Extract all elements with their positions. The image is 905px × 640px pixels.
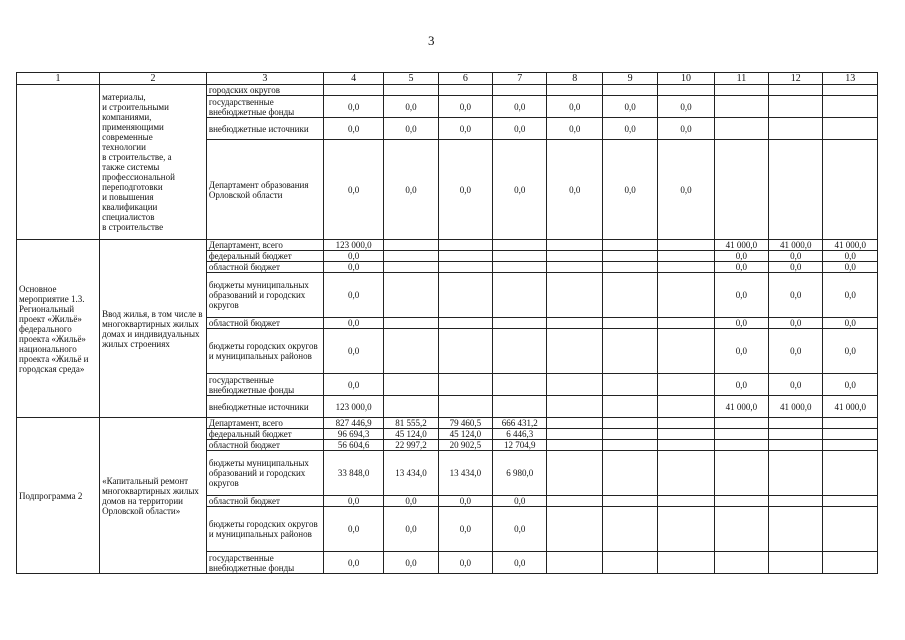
column-header: 10 [658,73,714,85]
value-cell: 0,0 [493,507,547,552]
value-cell: 0,0 [323,251,384,262]
funding-source-label: внебюджетные источники [206,118,323,140]
value-cell [384,374,438,396]
value-cell [547,451,602,496]
value-cell: 0,0 [714,329,768,374]
value-cell [769,552,823,574]
value-cell [384,396,438,418]
value-cell [547,85,602,96]
column-header: 12 [769,73,823,85]
value-cell: 0,0 [769,318,823,329]
value-cell: 0,0 [602,96,657,118]
value-cell: 0,0 [658,118,714,140]
value-cell: 0,0 [493,140,547,240]
value-cell: 0,0 [714,374,768,396]
value-cell [823,140,878,240]
budget-table [16,72,878,574]
value-cell: 81 555,2 [384,418,438,429]
funding-source-label: областной бюджет [206,318,323,329]
value-cell [384,329,438,374]
column-header: 2 [100,73,207,85]
value-cell: 0,0 [769,374,823,396]
value-cell [769,451,823,496]
value-cell: 45 124,0 [384,429,438,440]
value-cell: 45 124,0 [438,429,492,440]
value-cell [714,552,768,574]
value-cell [384,251,438,262]
column-header: 4 [323,73,384,85]
value-cell [769,496,823,507]
value-cell [547,318,602,329]
value-cell: 0,0 [769,262,823,273]
value-cell [714,507,768,552]
value-cell: 666 431,2 [493,418,547,429]
value-cell [547,552,602,574]
value-cell: 0,0 [438,507,492,552]
value-cell: 0,0 [323,552,384,574]
value-cell: 0,0 [323,140,384,240]
funding-source-label: бюджеты муниципальных образований и городских округов [206,273,323,318]
value-cell [769,440,823,451]
value-cell: 0,0 [384,96,438,118]
value-cell [438,273,492,318]
value-cell [438,85,492,96]
value-cell [714,85,768,96]
value-cell [493,374,547,396]
value-cell: 13 434,0 [384,451,438,496]
value-cell: 0,0 [323,96,384,118]
value-cell: 0,0 [438,552,492,574]
funding-source-label: областной бюджет [206,262,323,273]
funding-source-label: бюджеты городских округов и муниципальных районов [206,329,323,374]
value-cell [823,429,878,440]
value-cell [602,496,657,507]
value-cell: 0,0 [823,329,878,374]
measure-description-cell: «Капитальный ремонт многоквартирных жилых домов на территории Орловской области» [100,418,207,574]
value-cell: 0,0 [493,552,547,574]
value-cell [602,507,657,552]
activity-name-cell [17,85,100,240]
value-cell [658,262,714,273]
value-cell [384,318,438,329]
value-cell [658,440,714,451]
value-cell [769,96,823,118]
value-cell [384,240,438,251]
value-cell [602,85,657,96]
value-cell [769,429,823,440]
value-cell: 123 000,0 [323,396,384,418]
value-cell [658,240,714,251]
value-cell [658,496,714,507]
value-cell [769,507,823,552]
value-cell: 41 000,0 [769,240,823,251]
value-cell [547,273,602,318]
funding-source-label: бюджеты городских округов и муниципальных районов [206,507,323,552]
value-cell [823,418,878,429]
value-cell [547,240,602,251]
funding-source-label: бюджеты муниципальных образований и городских округов [206,451,323,496]
value-cell: 41 000,0 [823,396,878,418]
value-cell [823,96,878,118]
value-cell: 0,0 [493,496,547,507]
value-cell [714,118,768,140]
table-row [17,85,878,96]
value-cell: 0,0 [658,140,714,240]
value-cell: 20 902,5 [438,440,492,451]
value-cell: 0,0 [438,496,492,507]
value-cell [714,429,768,440]
value-cell: 0,0 [493,96,547,118]
value-cell [602,418,657,429]
value-cell [602,251,657,262]
value-cell [547,329,602,374]
value-cell: 0,0 [823,374,878,396]
value-cell: 0,0 [714,318,768,329]
activity-name-cell: Основное мероприятие 1.3. Региональный проект «Жильё» федерального проекта «Жильё» национального проекта «Жильё и городская среда» [17,240,100,418]
value-cell: 41 000,0 [823,240,878,251]
value-cell [323,85,384,96]
value-cell: 0,0 [547,140,602,240]
funding-source-label: внебюджетные источники [206,396,323,418]
value-cell [823,496,878,507]
value-cell [547,440,602,451]
value-cell [602,440,657,451]
column-header: 5 [384,73,438,85]
page-number: 3 [428,33,435,48]
value-cell: 0,0 [602,118,657,140]
value-cell [547,374,602,396]
value-cell: 0,0 [547,96,602,118]
value-cell: 0,0 [823,251,878,262]
value-cell [658,552,714,574]
value-cell: 827 446,9 [323,418,384,429]
value-cell [714,440,768,451]
value-cell: 96 694,3 [323,429,384,440]
value-cell: 0,0 [769,273,823,318]
value-cell: 0,0 [384,552,438,574]
value-cell: 0,0 [323,273,384,318]
header-row [17,73,878,85]
value-cell [658,451,714,496]
value-cell [602,318,657,329]
column-header: 6 [438,73,492,85]
value-cell: 6 980,0 [493,451,547,496]
value-cell: 0,0 [323,329,384,374]
value-cell [658,318,714,329]
value-cell [658,396,714,418]
value-cell [658,507,714,552]
value-cell [602,329,657,374]
funding-source-label: федеральный бюджет [206,251,323,262]
table-row [17,240,878,251]
table-row [17,418,878,429]
value-cell: 0,0 [323,507,384,552]
value-cell [823,507,878,552]
value-cell [714,96,768,118]
funding-source-label: Департамент, всего [206,418,323,429]
value-cell [714,496,768,507]
value-cell: 0,0 [769,329,823,374]
value-cell [547,418,602,429]
value-cell [438,251,492,262]
column-header: 11 [714,73,768,85]
value-cell [714,451,768,496]
activity-name-cell: Подпрограмма 2 [17,418,100,574]
value-cell [658,85,714,96]
value-cell [769,140,823,240]
value-cell [493,251,547,262]
value-cell [658,329,714,374]
value-cell [438,318,492,329]
value-cell [547,496,602,507]
value-cell: 0,0 [714,251,768,262]
value-cell [547,251,602,262]
value-cell: 0,0 [658,96,714,118]
column-header: 9 [602,73,657,85]
value-cell [769,85,823,96]
value-cell [658,251,714,262]
value-cell: 0,0 [438,140,492,240]
value-cell [602,396,657,418]
value-cell [823,440,878,451]
value-cell: 12 704,9 [493,440,547,451]
measure-description-cell: Ввод жилья, в том числе в многоквартирных жилых домах и индивидуальных жилых строениях [100,240,207,418]
value-cell: 6 446,3 [493,429,547,440]
value-cell: 0,0 [714,273,768,318]
value-cell: 0,0 [823,273,878,318]
value-cell [438,374,492,396]
value-cell [438,262,492,273]
value-cell [493,262,547,273]
value-cell [602,552,657,574]
value-cell [658,273,714,318]
value-cell [769,418,823,429]
value-cell: 0,0 [438,118,492,140]
value-cell: 0,0 [384,507,438,552]
value-cell [493,85,547,96]
value-cell: 0,0 [323,496,384,507]
value-cell: 0,0 [769,251,823,262]
funding-source-label: областной бюджет [206,440,323,451]
value-cell: 41 000,0 [769,396,823,418]
value-cell [493,396,547,418]
value-cell [438,240,492,251]
funding-source-label: городских округов [206,85,323,96]
value-cell [769,118,823,140]
value-cell [547,396,602,418]
funding-source-label: Департамент образования Орловской области [206,140,323,240]
value-cell: 0,0 [493,118,547,140]
funding-source-label: Департамент, всего [206,240,323,251]
value-cell: 56 604,6 [323,440,384,451]
value-cell [602,429,657,440]
column-header: 8 [547,73,602,85]
value-cell [823,85,878,96]
value-cell [384,85,438,96]
funding-source-label: областной бюджет [206,496,323,507]
value-cell: 0,0 [384,140,438,240]
value-cell [823,451,878,496]
value-cell [493,273,547,318]
value-cell: 0,0 [438,96,492,118]
value-cell [714,418,768,429]
value-cell [384,273,438,318]
value-cell: 123 000,0 [323,240,384,251]
value-cell: 0,0 [384,496,438,507]
funding-source-label: государственные внебюджетные фонды [206,374,323,396]
value-cell [823,118,878,140]
measure-description-cell: материалы, и строительными компаниями, применяющими современные технологии в строительстве, а также системы профессиональной переподготовки и повышения квалификации специалистов в строительстве [100,85,207,240]
value-cell [438,329,492,374]
value-cell [493,318,547,329]
value-cell [547,262,602,273]
value-cell [602,262,657,273]
value-cell [493,329,547,374]
value-cell [602,240,657,251]
funding-source-label: государственные внебюджетные фонды [206,552,323,574]
value-cell [493,240,547,251]
funding-source-label: государственные внебюджетные фонды [206,96,323,118]
column-header: 7 [493,73,547,85]
value-cell [547,507,602,552]
funding-source-label: федеральный бюджет [206,429,323,440]
value-cell: 0,0 [823,318,878,329]
value-cell [438,396,492,418]
value-cell: 0,0 [323,262,384,273]
value-cell: 0,0 [384,118,438,140]
column-header: 13 [823,73,878,85]
value-cell: 0,0 [714,262,768,273]
value-cell: 41 000,0 [714,396,768,418]
value-cell [602,451,657,496]
value-cell: 0,0 [823,262,878,273]
value-cell: 13 434,0 [438,451,492,496]
value-cell [658,418,714,429]
value-cell [602,273,657,318]
column-header: 1 [17,73,100,85]
value-cell [384,262,438,273]
value-cell: 0,0 [602,140,657,240]
value-cell: 0,0 [323,318,384,329]
value-cell [658,429,714,440]
value-cell [823,552,878,574]
value-cell: 22 997,2 [384,440,438,451]
value-cell: 33 848,0 [323,451,384,496]
column-header: 3 [206,73,323,85]
value-cell: 41 000,0 [714,240,768,251]
value-cell [547,429,602,440]
value-cell [602,374,657,396]
value-cell: 0,0 [323,374,384,396]
value-cell [714,140,768,240]
value-cell: 0,0 [323,118,384,140]
value-cell: 79 460,5 [438,418,492,429]
value-cell [658,374,714,396]
value-cell: 0,0 [547,118,602,140]
